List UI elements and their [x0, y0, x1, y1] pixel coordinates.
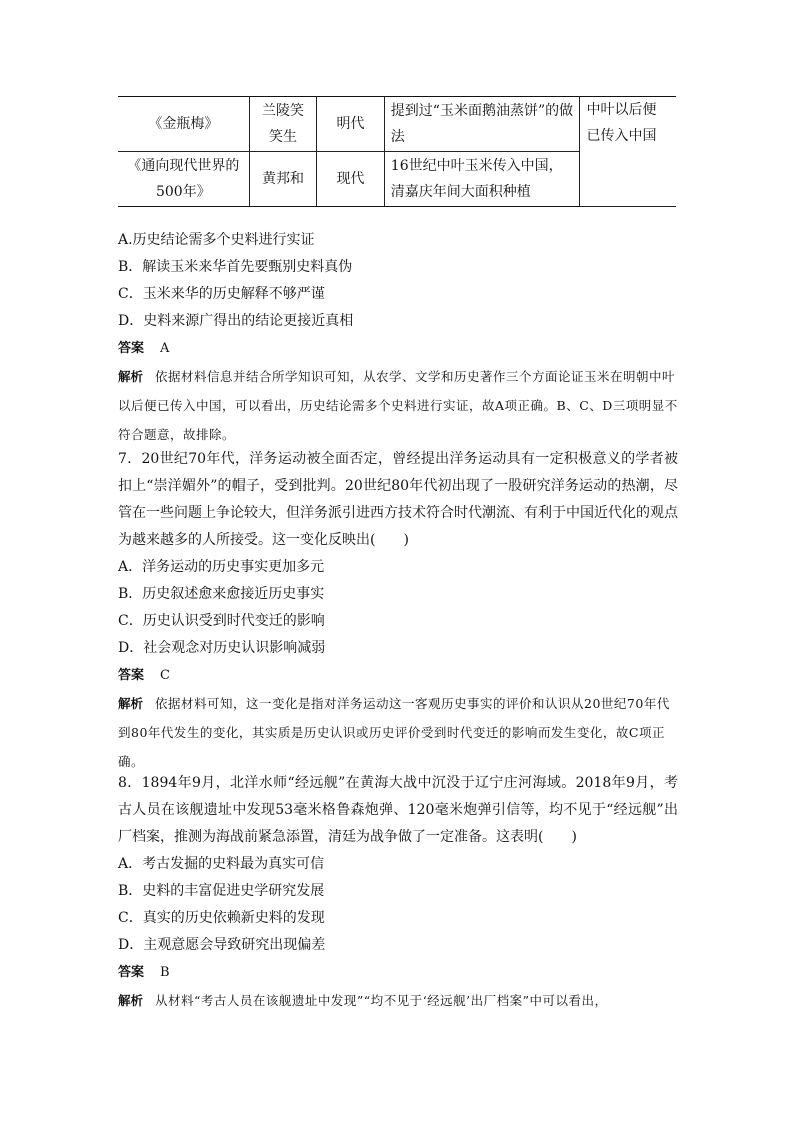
table-cell: 明代 — [317, 97, 385, 152]
option-d: D．史料来源广得出的结论更接近真相 — [118, 313, 354, 329]
question-stem: 7．20世纪70年代，洋务运动被全面否定，曾经提出洋务运动具有一定积极意义的学者被扣上“崇洋媚外”的帽子，受到批判。20世纪80年代初出现了一股研究洋务运动的热潮，尽管在一些问题上争论较大，但洋务派引进西方技术符合时代潮流、有利于中国近代化的观点为越来越多的人所接受。这一变化反映出( ) — [118, 451, 678, 548]
explanation-text: 从材料“考古人员在该舰遗址中发现”“均不见于‘经远舰’出厂档案”中可以看出， — [155, 993, 608, 1008]
source-table — [118, 96, 676, 207]
table-cell: 黄邦和 — [249, 152, 317, 207]
explanation — [118, 689, 678, 776]
table-cell: 《通向现代世界的500年》 — [118, 152, 249, 207]
option-c: C．历史认识受到时代变迁的影响 — [118, 613, 325, 629]
answer-label: 答案 — [118, 341, 145, 356]
question-8-block — [118, 770, 678, 1015]
explanation-label: 解析 — [118, 369, 144, 384]
option-b: B．解读玉米来华首先要甄别史料真伪 — [118, 259, 353, 275]
explanation-text: 依据材料可知，这一变化是指对洋务运动这一客观历史事实的评价和认识从20世纪70年代到80年代发生的变化，其实质是历史认识或历史评价受到时代变迁的影响而发生变化，故C项正确。 — [118, 696, 670, 769]
explanation-label: 解析 — [118, 993, 144, 1008]
answer-line — [118, 959, 678, 986]
question-6-block — [118, 227, 678, 449]
option-d: D．主观意愿会导致研究出现偏差 — [118, 937, 326, 953]
answer-label: 答案 — [118, 965, 145, 980]
question-stem: 8．1894年9月，北洋水师“经远舰”在黄海大战中沉没于辽宁庄河海域。2018年9月，考古人员在该舰遗址中发现53毫米格鲁森炮弹、120毫米炮弹引信等，均不见于“经远舰”出厂档案，推测为海战前紧急添置，清廷为战争做了一定准备。这表明( ) — [118, 775, 678, 845]
table-cell: 《金瓶梅》 — [118, 97, 249, 152]
option-d: D．社会观念对历史认识影响减弱 — [118, 640, 326, 656]
table-row — [118, 97, 676, 152]
table-cell: 现代 — [317, 152, 385, 207]
table-cell-merged: 中叶以后便已传入中国 — [580, 97, 676, 207]
answer-value: B — [160, 965, 170, 980]
option-b: B．历史叙述愈来愈接近历史事实 — [118, 586, 325, 602]
answer-label: 答案 — [118, 668, 145, 683]
explanation-text: 依据材料信息并结合所学知识可知，从农学、文学和历史著作三个方面论证玉米在明朝中叶以后便已传入中国，可以看出，历史结论需多个史料进行实证，故A项正确。B、C、D三项明显不符合题意，故排除。 — [118, 369, 678, 442]
option-c: C．玉米来华的历史解释不够严谨 — [118, 286, 325, 302]
question-7-block — [118, 446, 678, 776]
option-a: A.历史结论需多个史料进行实证 — [118, 232, 315, 248]
option-b: B．史料的丰富促进史学研究发展 — [118, 883, 325, 899]
table-cell: 16世纪中叶玉米传入中国，清嘉庆年间大面积种植 — [384, 152, 580, 207]
table-cell: 提到过“玉米面鹅油蒸饼”的做法 — [384, 97, 580, 152]
explanation — [118, 986, 678, 1015]
answer-line — [118, 662, 678, 689]
answer-line — [118, 335, 678, 362]
explanation-label: 解析 — [118, 696, 144, 711]
explanation — [118, 362, 678, 449]
option-c: C．真实的历史依赖新史料的发现 — [118, 910, 325, 926]
table-cell: 兰陵笑笑生 — [249, 97, 317, 152]
answer-value: C — [160, 668, 170, 683]
option-a: A．洋务运动的历史事实更加多元 — [118, 559, 325, 575]
answer-value: A — [160, 341, 170, 356]
option-a: A．考古发掘的史料最为真实可信 — [118, 856, 325, 872]
